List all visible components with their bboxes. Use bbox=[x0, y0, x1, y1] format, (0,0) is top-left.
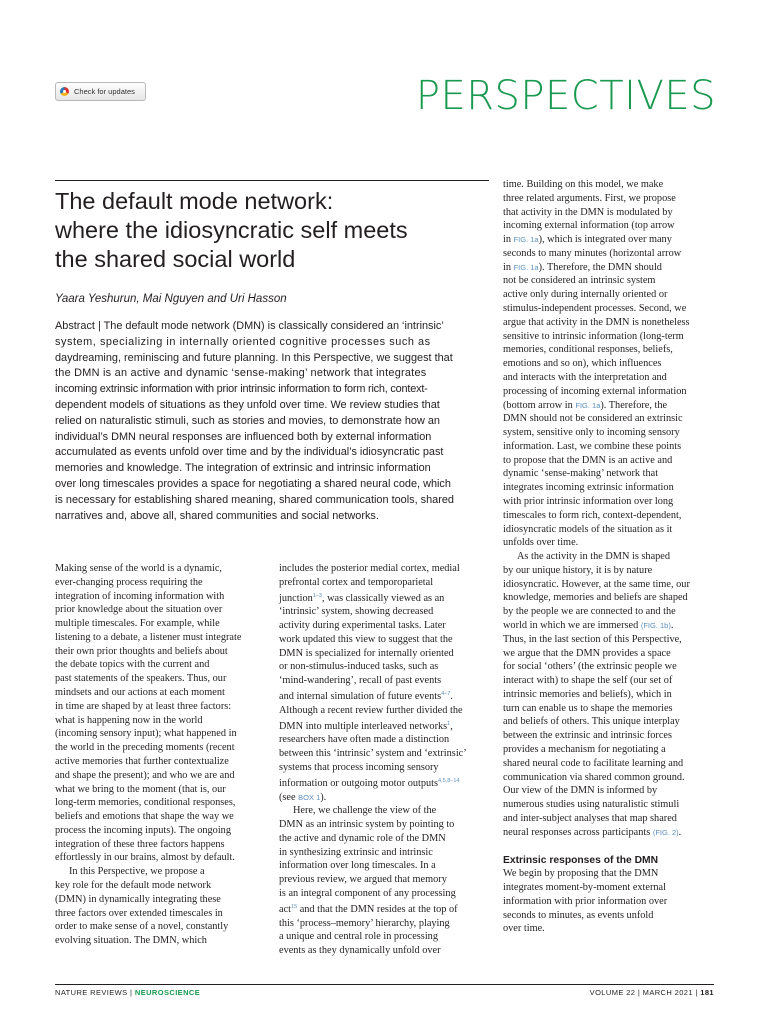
citation-link[interactable]: 1 bbox=[447, 720, 451, 727]
body-line: (incoming sensory input); what happened in bbox=[55, 728, 237, 740]
body-line: in synthesizing extrinsic and intrinsic bbox=[279, 846, 433, 858]
figure-link[interactable]: (FIG. 1b) bbox=[640, 621, 671, 630]
abstract-line: memories and knowledge. The integration of extrinsic and intrinsic information bbox=[55, 462, 431, 475]
body-line: includes the posterior medial cortex, medial bbox=[279, 563, 460, 574]
body-line: unfolds over time. bbox=[503, 537, 579, 549]
body-line: previous review, we argued that memory bbox=[279, 874, 447, 886]
authors: Yaara Yeshurun, Mai Nguyen and Uri Hasson bbox=[55, 293, 287, 305]
body-line: active memories that further contextualize bbox=[55, 755, 229, 767]
citation-link[interactable]: 4–7 bbox=[441, 691, 451, 698]
body-line: idiosyncratic models of the situation as it bbox=[503, 523, 673, 535]
body-line: and interacts with the interpretation and bbox=[503, 371, 667, 383]
body-line: information. Last, we combine these points bbox=[503, 440, 682, 452]
body-line: system, sensitive only to incoming sensory bbox=[503, 427, 680, 439]
body-line: and internal simulation of future events$^{4-7}$. bbox=[279, 691, 453, 703]
body-line: memories, conditional responses, beliefs, bbox=[503, 344, 673, 356]
crossmark-icon bbox=[60, 87, 69, 96]
box-link[interactable]: BOX 1 bbox=[298, 792, 321, 802]
body-line: this ‘process–memory’ hierarchy, playing bbox=[279, 917, 450, 929]
body-line: listening to a debate, a listener must integrate bbox=[55, 631, 242, 643]
body-line: and shape the present); and who we are and bbox=[55, 769, 235, 781]
body-column-2 bbox=[279, 562, 491, 958]
body-line: the active and dynamic role of the DMN bbox=[279, 832, 446, 844]
body-line: three factors over extended timescales in bbox=[55, 907, 223, 919]
footer-rule bbox=[55, 984, 714, 985]
body-line: the debate topics with the current and bbox=[55, 659, 210, 671]
body-line: DMN into multiple interleaved networks$^1$, bbox=[279, 720, 453, 732]
citation-link[interactable]: 1–3 bbox=[312, 592, 322, 599]
abstract-line: narratives and, above all, shared communities and social networks. bbox=[55, 509, 379, 522]
figure-link[interactable]: (FIG. 2) bbox=[652, 827, 679, 837]
body-column-3 bbox=[503, 178, 715, 936]
abstract-line: Abstract | The default mode network (DMN) is classically considered an ‘intrinsic’ bbox=[55, 320, 444, 332]
body-line: is an integral component of any processing bbox=[279, 887, 456, 899]
page-number: 181 bbox=[700, 988, 714, 997]
body-line: effortlessly in our brains, almost by default. bbox=[55, 852, 235, 864]
abstract-line: over long timescales provides a space for negotiating a shared neural code, which bbox=[55, 477, 451, 490]
body-line: process the incoming inputs). The ongoing bbox=[55, 824, 231, 836]
body-line: seconds to many minutes (horizontal arrow bbox=[503, 247, 682, 259]
abstract-line: is necessary for establishing shared meaning, shared communication tools, shared bbox=[55, 493, 454, 506]
abstract-line: individual’s DMN neural responses are influenced both by external information bbox=[55, 430, 432, 443]
check-for-updates-label: Check for updates bbox=[74, 87, 135, 96]
abstract-line: daydreaming, reminiscing and future planning. In this Perspective, we suggest that bbox=[55, 351, 453, 364]
body-line: prefrontal cortex and temporoparietal bbox=[279, 576, 434, 588]
body-line: what is happening now in the world bbox=[55, 714, 203, 726]
body-line: what we bring to the moment (that is, our bbox=[55, 783, 226, 795]
title-rule bbox=[55, 180, 489, 181]
body-line: between this ‘intrinsic’ system and ‘extrinsic’ bbox=[279, 748, 467, 760]
body-line: Our view of the DMN is informed by bbox=[503, 785, 658, 797]
citation-link[interactable]: 4,5,8–14 bbox=[438, 777, 460, 784]
body-line: As the activity in the DMN is shaped bbox=[517, 551, 671, 563]
body-line: incoming external information (top arrow bbox=[503, 220, 675, 232]
body-line: beliefs and emotions that shape the way we bbox=[55, 811, 234, 823]
body-line: to propose that the DMN is an active and bbox=[503, 454, 673, 466]
title-line: the shared social world bbox=[55, 246, 296, 272]
body-line: DMN should not be considered an extrinsic bbox=[503, 413, 683, 425]
body-line: junction$^{1-3}$, was classically viewed as an bbox=[279, 592, 445, 604]
body-line: in FIG. 1a). Therefore, the DMN should bbox=[503, 261, 662, 273]
body-line: knowledge, memories and beliefs are shaped bbox=[503, 592, 688, 604]
title-line: The default mode network: bbox=[55, 188, 334, 214]
body-line: argue that activity in the DMN is nonetheless bbox=[503, 316, 690, 328]
body-line: ‘mind-wandering’, recall of past events bbox=[279, 675, 442, 687]
body-line: we argue that the DMN provides a space bbox=[503, 647, 671, 659]
body-line: integration of these three factors happens bbox=[55, 838, 225, 850]
body-line: DMN is specialized for internally oriented bbox=[279, 647, 454, 659]
body-line: by our unique history, it is by nature bbox=[503, 564, 653, 576]
body-line: for social ‘others’ (the extrinsic people we bbox=[503, 661, 677, 673]
body-line: over time. bbox=[503, 923, 545, 935]
body-line: events as they dynamically unfold over bbox=[279, 945, 441, 957]
section-label: PERSPECTIVES bbox=[415, 73, 716, 119]
body-line: Thus, in the last section of this Perspective, bbox=[503, 633, 682, 645]
body-line: (bottom arrow in FIG. 1a). Therefore, the bbox=[503, 399, 668, 411]
body-line: and inter-subject analyses that map shared bbox=[503, 812, 677, 824]
body-line: order to make sense of a novel, constantly bbox=[55, 921, 229, 933]
body-line: We begin by proposing that the DMN bbox=[503, 868, 659, 880]
body-line: not be considered an intrinsic system bbox=[503, 275, 656, 287]
body-line: information over long timescales. In a bbox=[279, 860, 436, 872]
body-line: with prior intrinsic information over long bbox=[503, 495, 674, 507]
body-line: integrates incoming extrinsic information bbox=[503, 482, 674, 494]
body-line: interact with) to shape the self (our set of bbox=[503, 675, 673, 687]
body-line: the world in the preceding moments (recent bbox=[55, 742, 235, 754]
abstract-line: incoming extrinsic information with prior intrinsic information to form rich, context- bbox=[55, 383, 428, 396]
body-line: long-term memories, conditional responses, bbox=[55, 797, 236, 809]
body-line: processing of incoming external information bbox=[503, 385, 687, 397]
check-for-updates-button[interactable] bbox=[55, 82, 146, 101]
abstract-line: the DMN is an active and dynamic ‘sense-making’ network that integrates bbox=[55, 367, 427, 380]
body-line: Making sense of the world is a dynamic, bbox=[55, 563, 223, 574]
body-line: or non-stimulus-induced tasks, such as bbox=[279, 661, 439, 673]
body-line: intrinsic memories and beliefs), which in bbox=[503, 688, 672, 700]
body-line: dynamic ‘sense-making’ network that bbox=[503, 468, 659, 480]
body-line: neural responses across participants (FIG. 2). bbox=[503, 826, 682, 838]
body-line: world in which we are immersed (FIG. 1b). bbox=[503, 620, 674, 631]
figure-link[interactable]: FIG. 1a bbox=[513, 235, 539, 245]
body-line: that activity in the DMN is modulated by bbox=[503, 206, 673, 218]
body-line: integration of incoming information with bbox=[55, 590, 225, 602]
figure-link[interactable]: FIG. 1a bbox=[575, 400, 601, 410]
body-line: emotions and so on), which influences bbox=[503, 358, 662, 370]
abstract-line: accumulated as events unfold over time and by the individual’s idiosyncratic past bbox=[55, 446, 444, 459]
abstract bbox=[55, 319, 491, 524]
footer-journal: NATURE REVIEWS | NEUROSCIENCE bbox=[55, 988, 201, 997]
body-line: sensitive to intrinsic information (long-term bbox=[503, 330, 684, 342]
body-line: ever-changing process requiring the bbox=[55, 576, 203, 588]
body-line: and beliefs of others. This unique interplay bbox=[503, 716, 680, 728]
section-heading: Extrinsic responses of the DMN bbox=[503, 854, 659, 866]
body-line: their own prior thoughts and beliefs about bbox=[55, 645, 228, 657]
body-line: in time are shaped by at least three factors: bbox=[55, 700, 232, 712]
body-line: shared neural code to facilitate learning and bbox=[503, 757, 684, 769]
body-line: act$^{15}$ and that the DMN resides at the top of bbox=[279, 903, 458, 915]
body-line: prior knowledge about the situation over bbox=[55, 604, 223, 616]
body-line: work updated this view to suggest that the bbox=[279, 633, 453, 645]
article-title bbox=[55, 187, 495, 274]
body-line: DMN as an intrinsic system by pointing to bbox=[279, 819, 455, 831]
body-line: time. Building on this model, we make bbox=[503, 179, 664, 190]
body-line: key role for the default mode network bbox=[55, 879, 212, 891]
abstract-line: dependent models of situations as they unfold over time. We review studies that bbox=[55, 398, 440, 411]
body-line: by the people we are connected to and the bbox=[503, 606, 676, 618]
figure-link[interactable]: FIG. 1a bbox=[513, 262, 539, 272]
body-line: evolving situation. The DMN, which bbox=[55, 935, 207, 947]
body-line: Here, we challenge the view of the bbox=[293, 805, 437, 817]
body-line: information with prior information over bbox=[503, 895, 668, 907]
body-column-1 bbox=[55, 562, 267, 948]
body-line: multiple timescales. For example, while bbox=[55, 618, 220, 630]
body-line: researchers have often made a distinction bbox=[279, 734, 450, 746]
body-line: mindsets and our actions at each moment bbox=[55, 687, 225, 699]
body-line: turn can enable us to shape the memories bbox=[503, 702, 673, 714]
body-line: (see BOX 1). bbox=[279, 791, 327, 803]
citation-link[interactable]: 15 bbox=[291, 903, 298, 910]
body-line: information or outgoing motor outputs$^{4,5,8-14}$ bbox=[279, 777, 460, 789]
body-line: between the extrinsic and intrinsic forces bbox=[503, 730, 672, 742]
body-line: three related arguments. First, we propose bbox=[503, 192, 676, 204]
body-line: communication via shared common ground. bbox=[503, 771, 685, 783]
body-line: Although a recent review further divided the bbox=[279, 704, 463, 716]
body-line: provides a mechanism for negotiating a bbox=[503, 744, 666, 756]
abstract-line: system, specializing in internally oriented cognitive processes such as bbox=[55, 335, 431, 348]
body-line: activity during experimental tasks. Later bbox=[279, 620, 446, 632]
body-line: in FIG. 1a), which is integrated over many bbox=[503, 234, 672, 246]
abstract-line: relied on naturalistic stimuli, such as stories and movies, to demonstrate how an bbox=[55, 414, 440, 427]
body-line: In this Perspective, we propose a bbox=[69, 866, 205, 878]
footer-issue: VOLUME 22 | MARCH 2021 | 181 bbox=[589, 988, 714, 997]
body-line: systems that process incoming sensory bbox=[279, 761, 439, 773]
body-line: (DMN) in dynamically integrating these bbox=[55, 893, 221, 905]
body-line: past statements of the speakers. Thus, our bbox=[55, 673, 227, 685]
title-line: where the idiosyncratic self meets bbox=[55, 217, 408, 243]
body-line: integrates moment-by-moment external bbox=[503, 882, 666, 894]
body-line: a unique and central role in processing bbox=[279, 931, 438, 943]
body-line: idiosyncratic. However, at the same time, our bbox=[503, 578, 690, 590]
body-line: seconds to minutes, as events unfold bbox=[503, 909, 654, 921]
body-line: numerous studies using naturalistic stimuli bbox=[503, 799, 680, 811]
body-line: timescales to form rich, context-dependent, bbox=[503, 509, 682, 521]
body-line: stimulus-independent processes. Second, we bbox=[503, 303, 687, 315]
body-line: ‘intrinsic’ system, showing decreased bbox=[279, 606, 434, 618]
body-line: active only during internally oriented or bbox=[503, 289, 668, 301]
